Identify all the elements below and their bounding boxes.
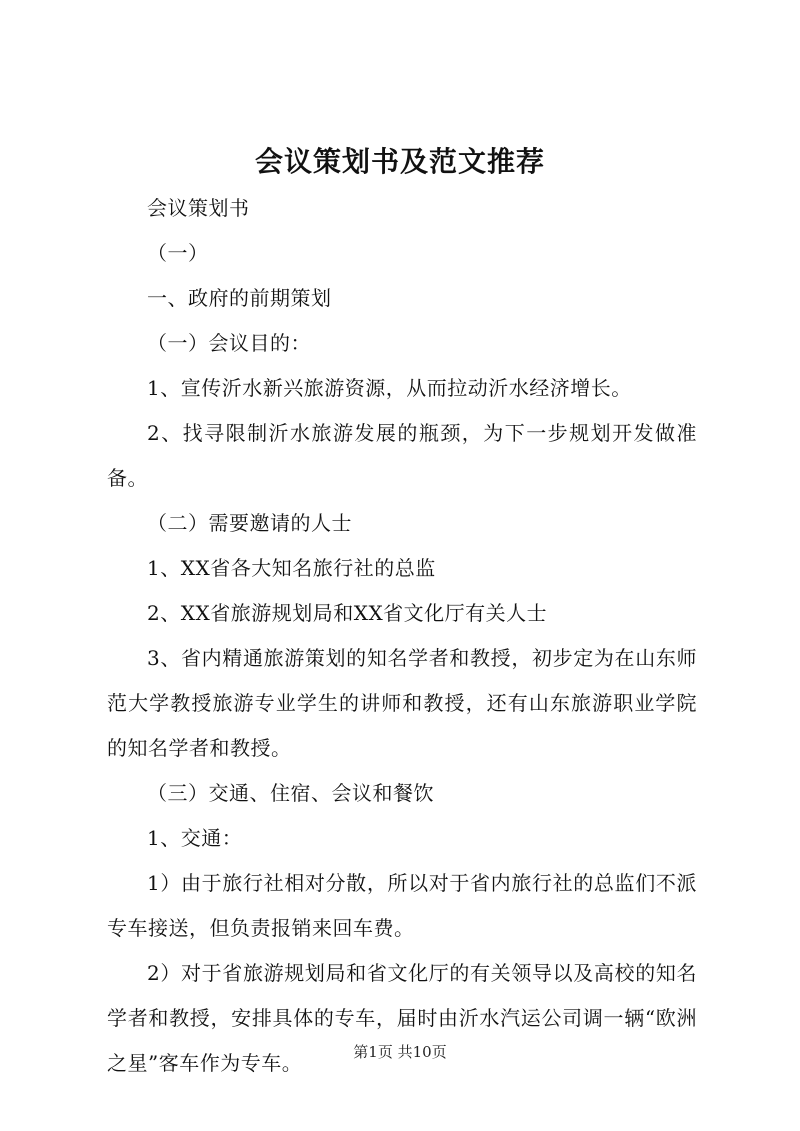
document-title: 会议策划书及范文推荐 xyxy=(254,145,545,178)
paragraph: 2、找寻限制沂水旅游发展的瓶颈，为下一步规划开发做准备。 xyxy=(107,421,697,490)
paragraph: （一） xyxy=(147,241,209,265)
paragraph: 一、政府的前期策划 xyxy=(147,286,332,310)
paragraph: 1）由于旅行社相对分散，所以对于省内旅行社的总监们不派专车接送，但负责报销来回车费。 xyxy=(107,871,697,940)
document-body xyxy=(107,186,697,1086)
paragraph: 1、宣传沂水新兴旅游资源，从而拉动沂水经济增长。 xyxy=(147,376,632,400)
paragraph: 会议策划书 xyxy=(147,196,250,220)
paragraph: 1、XX省各大知名旅行社的总监 xyxy=(147,556,436,580)
page-footer: 第1页 共10页 xyxy=(353,1043,447,1061)
paragraph: （三）交通、住宿、会议和餐饮 xyxy=(147,781,434,805)
paragraph: （二）需要邀请的人士 xyxy=(147,511,352,535)
paragraph: 2）对于省旅游规划局和省文化厅的有关领导以及高校的知名学者和教授，安排具体的专车，届时由沂水汽运公司调一辆“欧洲之星”客车作为专车。 xyxy=(107,961,697,1075)
paragraph: 1、交通： xyxy=(147,826,243,850)
paragraph: （一）会议目的： xyxy=(147,331,311,355)
paragraph: 3、省内精通旅游策划的知名学者和教授，初步定为在山东师范大学教授旅游专业学生的讲师和教授，还有山东旅游职业学院的知名学者和教授。 xyxy=(107,646,697,760)
paragraph: 2、XX省旅游规划局和XX省文化厅有关人士 xyxy=(147,601,548,625)
